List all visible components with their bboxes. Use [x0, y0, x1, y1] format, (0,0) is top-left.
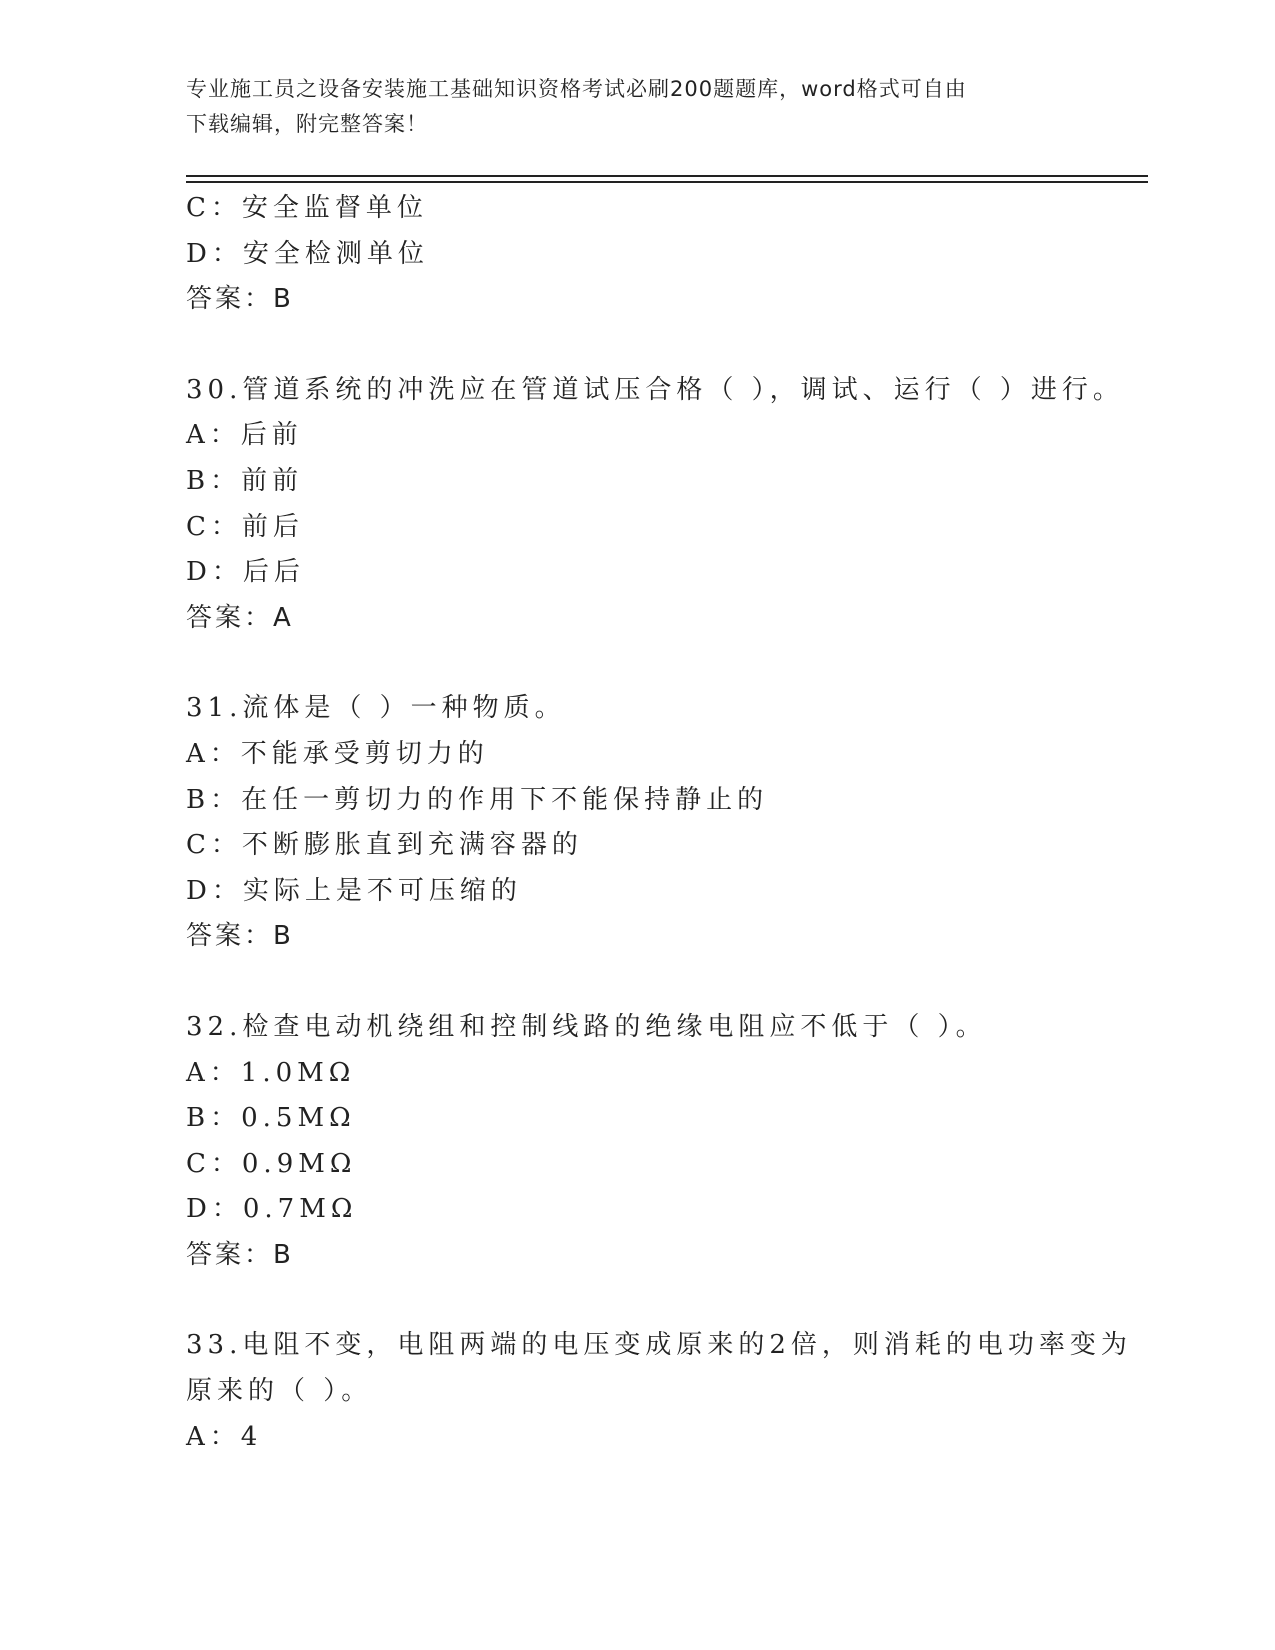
spacer [186, 323, 1146, 368]
question-31 [186, 686, 1146, 960]
option-d: D：安全检测单位 [186, 238, 429, 269]
question-30 [186, 368, 1146, 642]
answer: 答案：B [186, 284, 294, 315]
question-stem: 32.检查电动机绕组和控制线路的绝缘电阻应不低于（ ）。 [186, 1011, 987, 1042]
option-a: A：4 [186, 1421, 263, 1452]
document-header [186, 72, 1066, 142]
option-b: B：0.5MΩ [186, 1103, 356, 1134]
question-32 [186, 1005, 1146, 1279]
question-stem-line-1: 33.电阻不变，电阻两端的电压变成原来的2倍，则消耗的电功率变为 [186, 1330, 1132, 1361]
option-b: B：在任一剪切力的作用下不能保持静止的 [186, 784, 769, 815]
header-line-2: 下载编辑，附完整答案！ [186, 112, 428, 136]
option-c: C：0.9MΩ [186, 1148, 357, 1179]
answer: 答案：B [186, 921, 294, 952]
option-d: D：后后 [186, 557, 305, 588]
question-list [186, 186, 1146, 1460]
spacer [186, 641, 1146, 686]
question-stem: 30.管道系统的冲洗应在管道试压合格（ ），调试、运行（ ）进行。 [186, 374, 1124, 405]
header-line-1: 专业施工员之设备安装施工基础知识资格考试必刷200题题库，word格式可自由 [186, 77, 967, 101]
option-b: B：前前 [186, 465, 304, 496]
option-d: D：0.7MΩ [186, 1194, 358, 1225]
header-divider-bottom [186, 181, 1148, 183]
answer: 答案：A [186, 602, 294, 633]
option-c: C：不断膨胀直到充满容器的 [186, 830, 583, 861]
option-a: A：1.0MΩ [186, 1057, 356, 1088]
question-29-continued [186, 186, 1146, 323]
header-divider-top [186, 175, 1148, 177]
option-c: C：前后 [186, 511, 304, 542]
question-stem: 31.流体是（ ）一种物质。 [186, 693, 566, 724]
question-33 [186, 1323, 1146, 1460]
option-a: A：不能承受剪切力的 [186, 738, 489, 769]
question-stem-line-2: 原来的（ ）。 [186, 1376, 373, 1407]
option-c: C：安全监督单位 [186, 193, 428, 223]
spacer [186, 1278, 1146, 1323]
option-d: D：实际上是不可压缩的 [186, 875, 522, 906]
spacer [186, 960, 1146, 1005]
option-a: A：后前 [186, 420, 303, 451]
answer: 答案：B [186, 1239, 294, 1270]
